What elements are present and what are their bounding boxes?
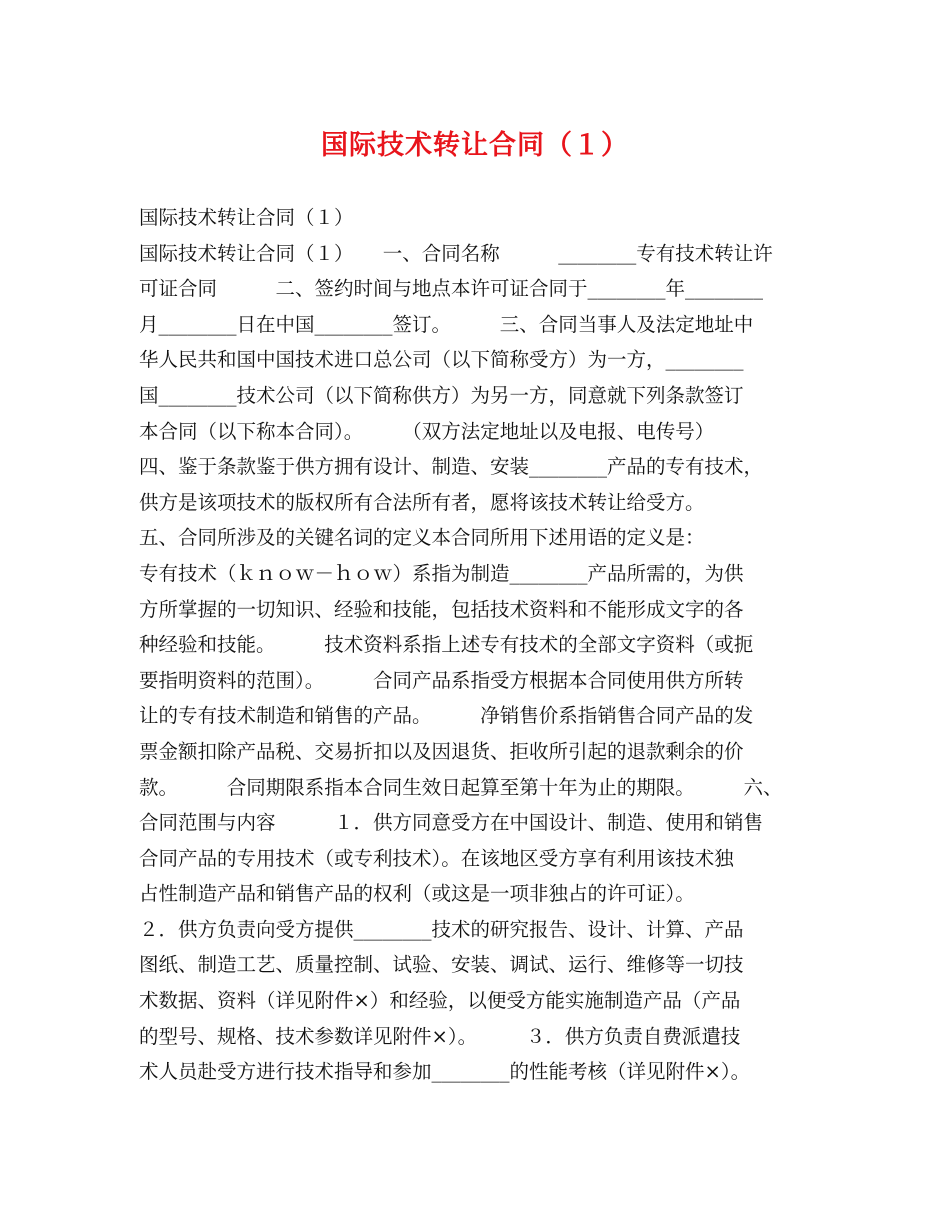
text-line: 月________日在中国________签订。 三、合同当事人及法定地址中: [139, 312, 754, 336]
text-line: 国________技术公司（以下简称供方）为另一方，同意就下列条款签订: [139, 383, 744, 407]
text-line: 图纸、制造工艺、质量控制、试验、安装、调试、运行、维修等一切技: [139, 953, 744, 977]
document-body: [139, 200, 819, 1090]
text-line: 术人员赴受方进行技术指导和参加________的性能考核（详见附件×）。: [139, 1060, 751, 1084]
text-line: 五、合同所涉及的关键名词的定义本合同所用下述用语的定义是：: [139, 526, 705, 550]
text-line: 合同产品的专用技术（或专利技术）。在该地区受方享有利用该技术独: [139, 846, 734, 870]
text-line: 专有技术（ｋｎｏｗ－ｈｏｗ）系指为制造________产品所需的，为供: [139, 561, 744, 585]
text-line: 四、鉴于条款鉴于供方拥有设计、制造、安装________产品的专有技术，: [139, 455, 764, 479]
text-line: 方所掌握的一切知识、经验和技能，包括技术资料和不能形成文字的各: [139, 597, 744, 621]
text-line: 种经验和技能。 技术资料系指上述专有技术的全部文字资料（或扼: [139, 633, 754, 657]
text-line: 的型号、规格、技术参数详见附件×）。 ３．供方负责自费派遣技: [139, 1024, 741, 1048]
document-title: 国际技术转让合同（１）: [321, 130, 629, 161]
text-line: 要指明资料的范围）。 合同产品系指受方根据本合同使用供方所转: [139, 668, 744, 692]
text-line: 供方是该项技术的版权所有合法所有者，愿将该技术转让给受方。: [139, 490, 705, 514]
text-line: 国际技术转让合同（１） 一、合同名称 ________专有技术转让许: [139, 241, 773, 265]
text-line: 华人民共和国中国技术进口总公司（以下简称受方）为一方，________: [139, 348, 744, 372]
text-line: 合同范围与内容 １．供方同意受方在中国设计、制造、使用和销售: [139, 811, 764, 835]
text-line: ２．供方负责向受方提供________技术的研究报告、设计、计算、产品: [139, 917, 744, 941]
text-line: 让的专有技术制造和销售的产品。 净销售价系指销售合同产品的发: [139, 704, 754, 728]
text-line: 国际技术转让合同（１）: [139, 206, 354, 229]
text-line: 款。 合同期限系指本合同生效日起算至第十年为止的期限。 六、: [139, 775, 783, 799]
text-line: 可证合同 二、签约时间与地点本许可证合同于________年________: [139, 277, 764, 301]
text-line: 本合同（以下称本合同）。 （双方法定地址以及电报、电传号）: [139, 419, 715, 443]
text-line: 占性制造产品和销售产品的权利（或这是一项非独占的许可证）。: [139, 882, 695, 906]
text-line: 票金额扣除产品税、交易折扣以及因退货、拒收所引起的退款剩余的价: [139, 739, 744, 763]
text-line: 术数据、资料（详见附件×）和经验，以便受方能实施制造产品（产品: [139, 989, 741, 1013]
